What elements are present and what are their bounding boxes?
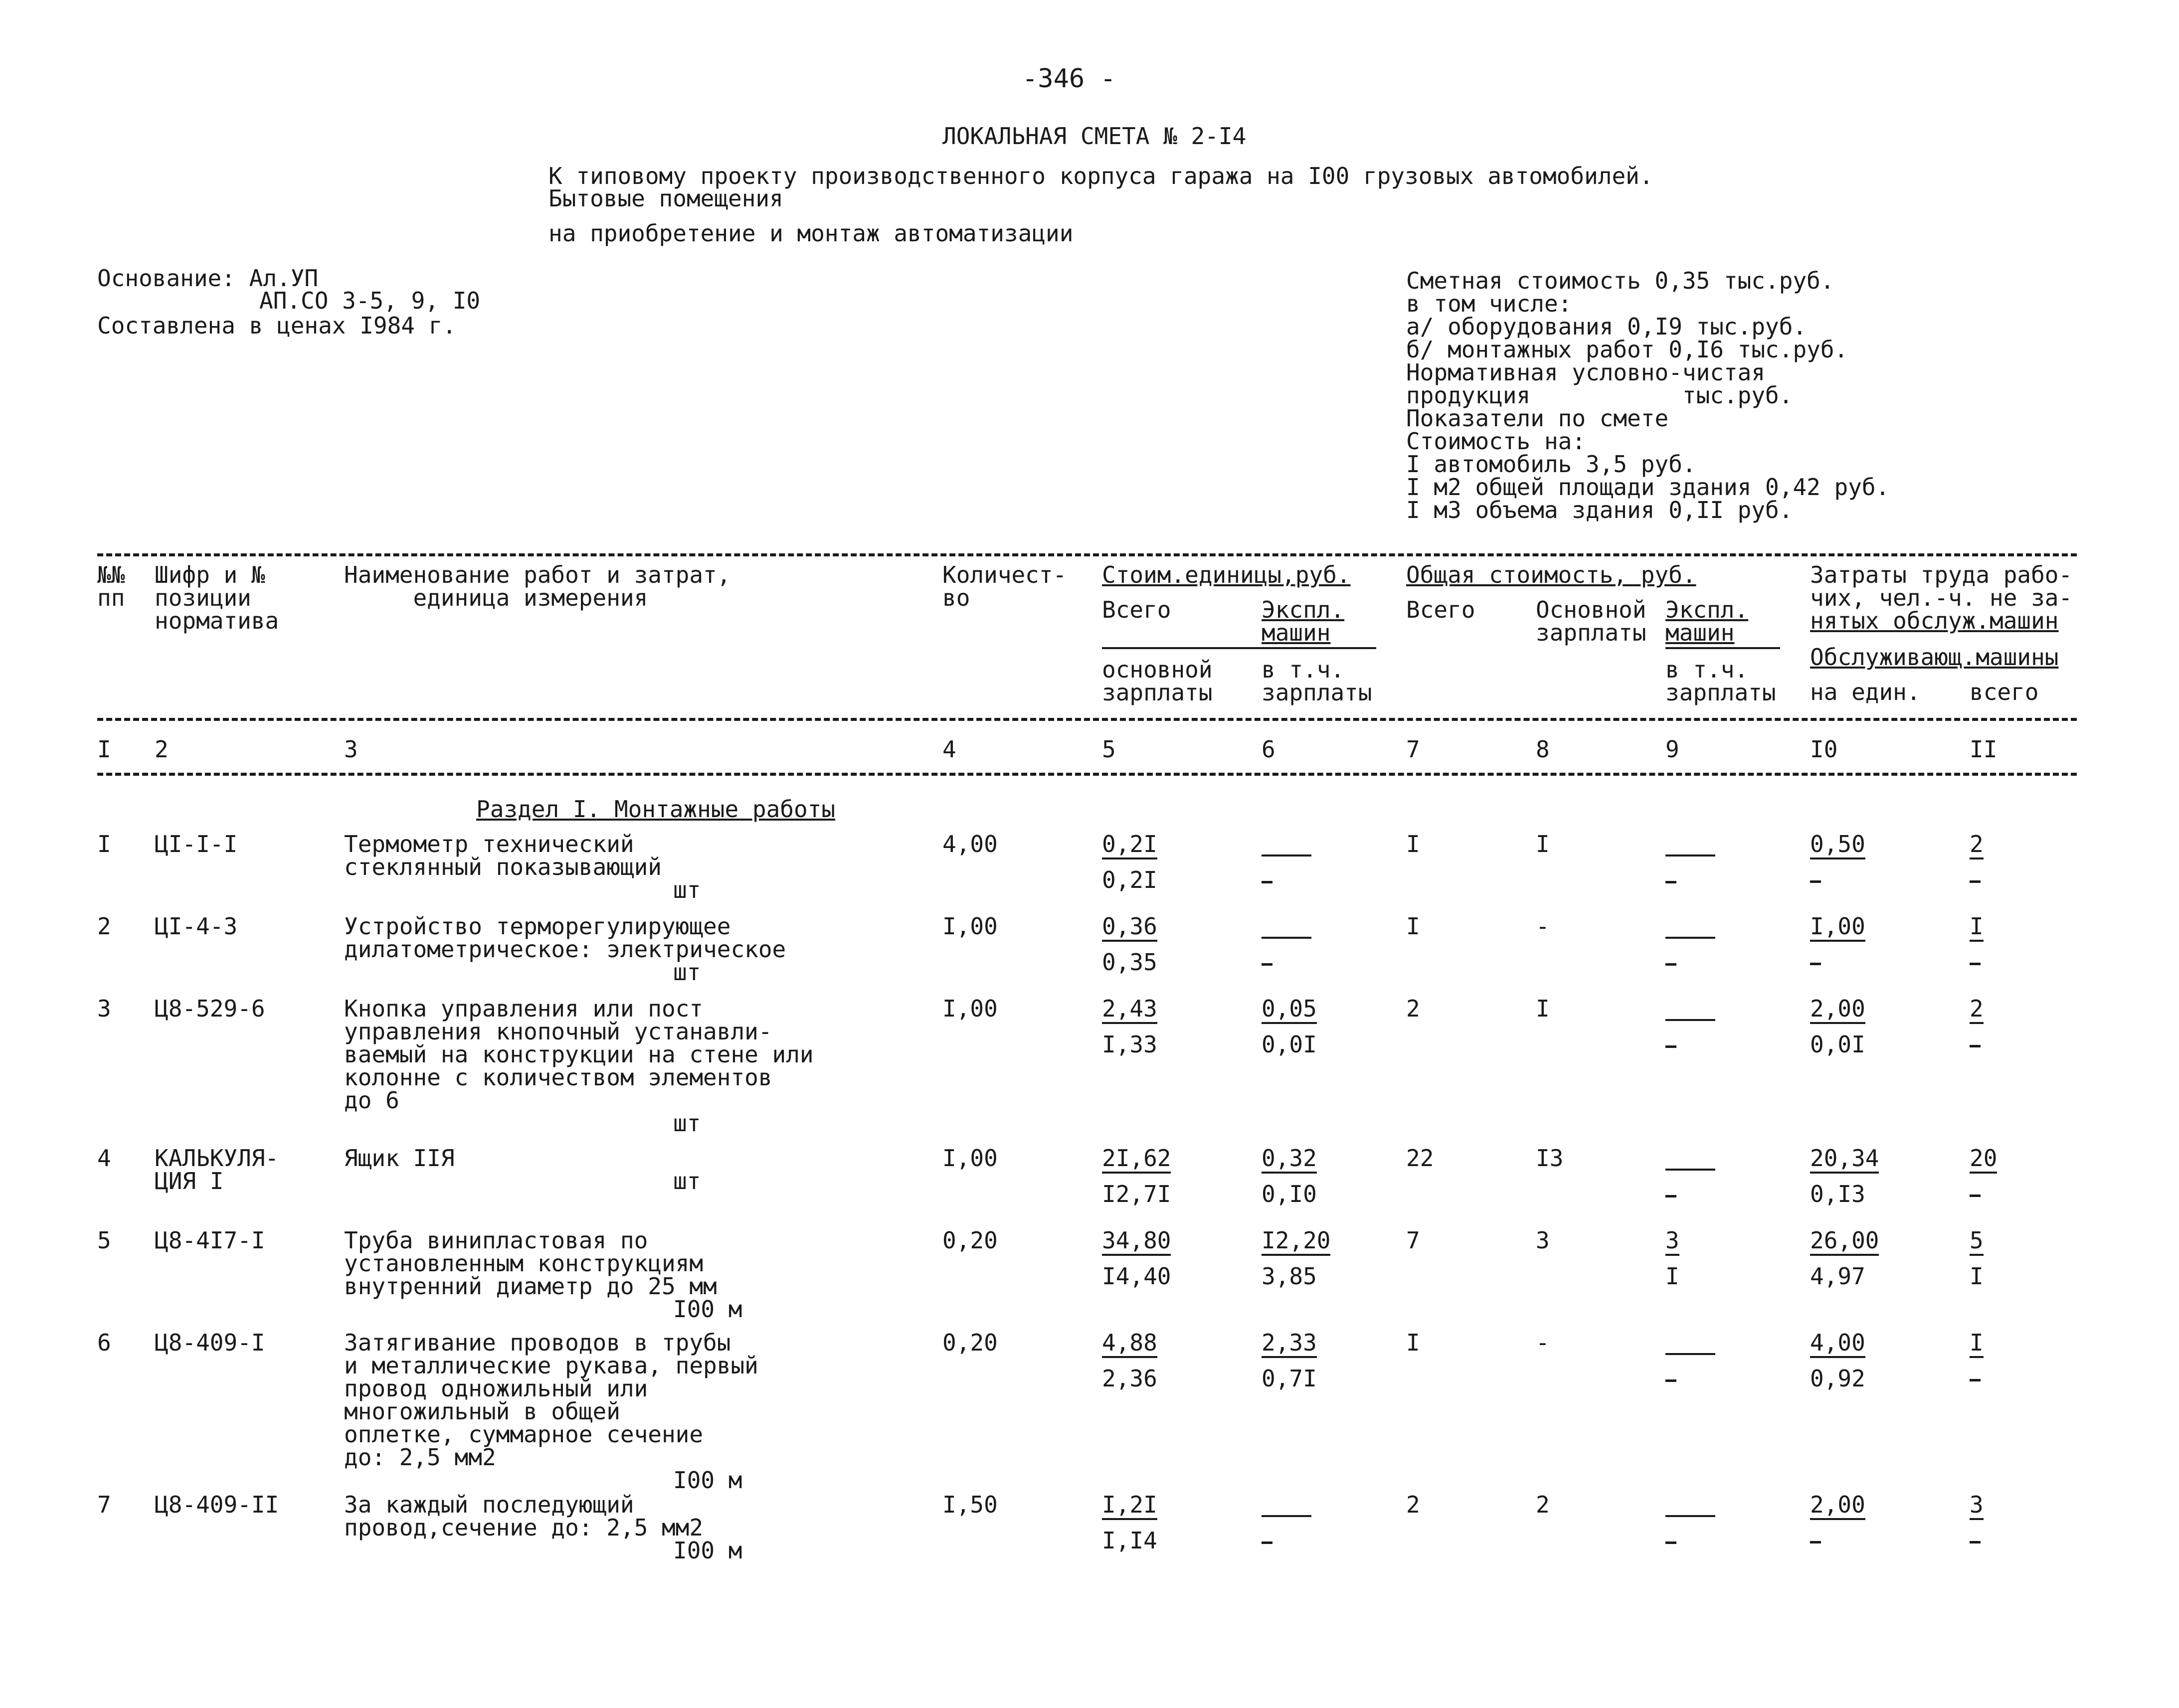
header-unit-total: Всего	[1102, 596, 1171, 623]
header-col-qty: Количест- во	[942, 561, 1067, 611]
summary-line: I автомобиль 3,5 руб.	[1406, 451, 1696, 478]
labor-unit-bottom	[1810, 951, 1865, 974]
total-cost-expl-bottom	[1665, 951, 1715, 974]
total-cost-base: -	[1536, 1329, 1550, 1356]
colnum-8: 8	[1536, 736, 1550, 763]
total-cost-expl	[1665, 1331, 1715, 1390]
labor-unit-top: 2,00	[1810, 1493, 1865, 1520]
total-cost-base: 3	[1536, 1227, 1550, 1254]
labor-unit	[1810, 1147, 1879, 1205]
unit-cost-total-bottom: 2,36	[1102, 1365, 1157, 1392]
unit-cost-expl	[1262, 997, 1317, 1056]
labor-unit	[1810, 1493, 1865, 1552]
labor-unit-bottom: 0,92	[1810, 1365, 1865, 1392]
unit-cost-expl	[1262, 1493, 1311, 1552]
total-cost-expl-bottom: I	[1665, 1263, 1679, 1290]
row-qty: I,50	[942, 1491, 998, 1518]
row-unit: шт	[673, 1110, 701, 1137]
unit-cost-expl-bottom	[1262, 869, 1311, 892]
document-title: ЛОКАЛЬНАЯ СМЕТА № 2-I4	[942, 123, 1247, 150]
row-code: Ц8-4I7-I	[155, 1227, 265, 1254]
summary-line: I м2 общей площади здания 0,42 руб.	[1406, 474, 1890, 501]
total-cost-all: 2	[1406, 995, 1420, 1022]
labor-all	[1970, 1147, 1997, 1205]
labor-unit-top: 20,34	[1810, 1147, 1879, 1174]
labor-unit-top: 2,00	[1810, 997, 1865, 1024]
labor-unit	[1810, 915, 1865, 974]
labor-unit-top: I,00	[1810, 915, 1865, 942]
total-cost-expl-bottom	[1665, 1530, 1715, 1552]
row-code: КАЛЬКУЛЯ- ЦИЯ I	[155, 1145, 279, 1195]
labor-unit-bottom	[1810, 1529, 1865, 1552]
unit-cost-expl-top	[1262, 1493, 1311, 1517]
row-number: 5	[97, 1227, 111, 1254]
total-cost-base: I3	[1536, 1145, 1564, 1172]
labor-all-top: I	[1970, 1331, 1984, 1358]
labor-all-top: 20	[1970, 1147, 1997, 1174]
unit-cost-total-top: 0,2I	[1102, 833, 1157, 859]
unit-cost-expl-bottom: 0,7I	[1262, 1365, 1317, 1392]
total-cost-expl	[1665, 915, 1715, 974]
unit-cost-expl	[1262, 833, 1311, 892]
unit-cost-total	[1102, 1331, 1157, 1390]
row-qty: I,00	[942, 913, 998, 940]
total-cost-expl-bottom	[1665, 1367, 1715, 1390]
total-cost-all: 2	[1406, 1491, 1420, 1518]
unit-cost-total-top: 2,43	[1102, 997, 1157, 1024]
total-cost-expl	[1665, 997, 1715, 1056]
header-col-code: Шифр и № позиции норматива	[155, 561, 279, 634]
colnum-10: I0	[1810, 736, 1838, 763]
unit-cost-total-bottom: I4,40	[1102, 1263, 1171, 1290]
summary-line: Нормативная условно-чистая	[1406, 359, 1766, 386]
unit-cost-total-top: 2I,62	[1102, 1147, 1171, 1174]
header-total-expl: Экспл. машин	[1665, 596, 1749, 646]
row-code: Ц8-409-II	[155, 1491, 279, 1518]
colnum-1: I	[97, 736, 111, 763]
header-unit-expl: Экспл. машин	[1262, 596, 1345, 646]
total-cost-expl-top	[1665, 1493, 1715, 1517]
colnum-9: 9	[1665, 736, 1679, 763]
unit-cost-expl-bottom: 3,85	[1262, 1263, 1317, 1290]
header-unit-divider	[1102, 647, 1376, 649]
total-cost-expl-top	[1665, 1147, 1715, 1171]
unit-cost-total	[1102, 833, 1157, 891]
unit-cost-expl-bottom	[1262, 951, 1311, 974]
unit-cost-expl-top: 0,32	[1262, 1147, 1317, 1174]
colnum-5: 5	[1102, 736, 1116, 763]
labor-unit-top: 26,00	[1810, 1229, 1879, 1256]
total-cost-base: I	[1536, 995, 1550, 1022]
row-number: 7	[97, 1491, 111, 1518]
row-code: ЦI-4-3	[155, 913, 238, 940]
unit-cost-expl-top: 2,33	[1262, 1331, 1317, 1358]
unit-cost-total	[1102, 915, 1157, 974]
row-unit: шт	[673, 1168, 701, 1195]
labor-unit	[1810, 997, 1865, 1056]
labor-all	[1970, 997, 1984, 1056]
total-cost-all: I	[1406, 913, 1420, 940]
row-name: Затягивание проводов в трубы и металлические рукава, первый провод одножильный или многожильный в общей оплетке, суммарное сечение до: 2,5 мм2	[344, 1329, 758, 1471]
colnum-4: 4	[942, 736, 956, 763]
row-name: Ящик IIЯ	[344, 1145, 455, 1172]
labor-all-top: 5	[1970, 1229, 1984, 1256]
total-cost-expl-top	[1665, 997, 1715, 1021]
labor-unit-top: 4,00	[1810, 1331, 1865, 1358]
header-unit-cost: Стоим.единицы,руб.	[1102, 561, 1351, 588]
labor-all	[1970, 833, 1984, 891]
unit-cost-total-bottom: I2,7I	[1102, 1181, 1171, 1207]
total-cost-expl-bottom	[1665, 1183, 1715, 1206]
total-cost-expl	[1665, 1493, 1715, 1552]
colnum-11: II	[1970, 736, 1997, 763]
labor-all-bottom	[1970, 1529, 1984, 1552]
labor-unit-top: 0,50	[1810, 833, 1865, 859]
header-labor: Затраты труда рабо- чих, чел.-ч. не за-	[1810, 561, 2073, 611]
unit-cost-total-bottom: I,33	[1102, 1031, 1157, 1058]
subtitle-line-2: Бытовые помещения	[548, 185, 783, 212]
basis-line-2: АП.СО 3-5, 9, I0	[259, 287, 481, 314]
unit-cost-expl-top: 0,05	[1262, 997, 1317, 1024]
unit-cost-expl-bottom	[1262, 1530, 1311, 1552]
row-qty: 0,20	[942, 1329, 998, 1356]
total-cost-expl-top	[1665, 915, 1715, 939]
total-cost-base: I	[1536, 831, 1550, 857]
header-unit-incl: в т.ч. зарплаты	[1262, 656, 1372, 706]
row-unit: I00 м	[673, 1296, 742, 1323]
total-cost-expl-bottom	[1665, 1033, 1715, 1056]
row-number: I	[97, 831, 111, 857]
total-cost-all: I	[1406, 831, 1420, 857]
unit-cost-expl	[1262, 1331, 1317, 1390]
labor-all	[1970, 915, 1984, 974]
header-total-cost: Общая стоимость, руб.	[1406, 561, 1696, 588]
unit-cost-expl-top	[1262, 915, 1311, 939]
total-cost-all: I	[1406, 1329, 1420, 1356]
header-col-name: Наименование работ и затрат, единица измерения	[344, 561, 731, 611]
colnum-3: 3	[344, 736, 358, 763]
row-number: 3	[97, 995, 111, 1022]
labor-all-bottom: I	[1970, 1263, 1984, 1290]
labor-all-top: I	[1970, 915, 1984, 942]
header-labor-serv: Обслуживающ.машины	[1810, 644, 2059, 671]
row-code: ЦI-I-I	[155, 831, 238, 857]
row-name: Кнопка управления или пост управления кнопочный устанавли- ваемый на конструкции на стене или колонне с количеством элементов до 6	[344, 995, 814, 1114]
total-cost-expl-top: 3	[1665, 1229, 1679, 1256]
colnum-2: 2	[155, 736, 169, 763]
row-number: 2	[97, 913, 111, 940]
labor-unit-bottom: 0,0I	[1810, 1031, 1865, 1058]
unit-cost-expl-bottom: 0,I0	[1262, 1181, 1317, 1207]
labor-all-bottom	[1970, 868, 1984, 891]
unit-cost-total-bottom: 0,2I	[1102, 866, 1157, 893]
total-cost-expl	[1665, 833, 1715, 892]
labor-unit	[1810, 1331, 1865, 1390]
total-cost-expl	[1665, 1147, 1715, 1206]
subtitle-line-3: на приобретение и монтаж автоматизации	[548, 220, 1074, 247]
labor-all	[1970, 1331, 1984, 1390]
unit-cost-expl	[1262, 1229, 1330, 1288]
total-cost-base: 2	[1536, 1491, 1550, 1518]
row-number: 4	[97, 1145, 111, 1172]
header-total-base: Основной зарплаты	[1536, 596, 1646, 646]
unit-cost-expl	[1262, 915, 1311, 974]
subtitle-line-1: К типовому проекту производственного корпуса гаража на I00 грузовых автомобилей.	[548, 163, 1653, 189]
header-bottom-rule	[97, 718, 2077, 721]
header-top-rule	[97, 553, 2077, 556]
colnum-7: 7	[1406, 736, 1420, 763]
row-name: За каждый последующий провод,сечение до: 2,5 мм2	[344, 1491, 704, 1541]
row-name: Термометр технический стеклянный показывающий	[344, 831, 662, 880]
row-qty: 4,00	[942, 831, 998, 857]
row-number: 6	[97, 1329, 111, 1356]
row-name: Устройство терморегулирующее дилатометрическое: электрическое	[344, 913, 786, 963]
summary-line: продукция тыс.руб.	[1406, 382, 1793, 409]
labor-all-bottom	[1970, 1033, 1984, 1056]
page-number: -346 -	[1022, 64, 1116, 94]
colnum-rule	[97, 773, 2077, 776]
summary-line: Стоимость на:	[1406, 428, 1586, 455]
labor-all	[1970, 1229, 1984, 1288]
header-total-divider	[1665, 647, 1780, 649]
total-cost-expl	[1665, 1229, 1679, 1288]
summary-line: б/ монтажных работ 0,I6 тыс.руб.	[1406, 336, 1848, 363]
labor-unit-bottom	[1810, 868, 1865, 891]
labor-all-top: 2	[1970, 833, 1984, 859]
summary-line: I м3 объема здания 0,II руб.	[1406, 497, 1793, 523]
header-unit-base: основной зарплаты	[1102, 656, 1213, 706]
basis-line-1: Основание: Ал.УП	[97, 265, 319, 292]
labor-all-bottom	[1970, 951, 1984, 974]
labor-all-bottom	[1970, 1367, 1984, 1390]
header-col-number: №№ пп	[97, 561, 125, 611]
row-code: Ц8-529-6	[155, 995, 265, 1022]
labor-unit-bottom: 4,97	[1810, 1263, 1865, 1290]
total-cost-expl-bottom	[1665, 869, 1715, 892]
unit-cost-total-top: 4,88	[1102, 1331, 1157, 1358]
unit-cost-total	[1102, 1147, 1171, 1205]
total-cost-all: 22	[1406, 1145, 1434, 1172]
unit-cost-total	[1102, 997, 1157, 1056]
unit-cost-expl-top	[1262, 833, 1311, 856]
header-labor-unit: на един.	[1810, 679, 1921, 705]
unit-cost-total-bottom: I,I4	[1102, 1527, 1157, 1554]
basis-line-3: Составлена в ценах I984 г.	[97, 312, 457, 339]
total-cost-expl-top	[1665, 833, 1715, 856]
row-qty: 0,20	[942, 1227, 998, 1254]
total-cost-all: 7	[1406, 1227, 1420, 1254]
unit-cost-total-top: 0,36	[1102, 915, 1157, 942]
summary-line: в том числе:	[1406, 290, 1572, 317]
summary-block	[1406, 269, 1889, 521]
labor-all-top: 3	[1970, 1493, 1984, 1520]
labor-all	[1970, 1493, 1984, 1552]
row-qty: I,00	[942, 1145, 998, 1172]
total-cost-expl-top	[1665, 1331, 1715, 1355]
header-total-all: Всего	[1406, 596, 1475, 623]
header-labor-all: всего	[1970, 679, 2039, 705]
total-cost-base: -	[1536, 913, 1550, 940]
unit-cost-expl	[1262, 1147, 1317, 1205]
labor-unit	[1810, 1229, 1879, 1288]
row-code: Ц8-409-I	[155, 1329, 265, 1356]
row-name: Труба винипластовая по установленным конструкциям внутренний диаметр до 25 мм	[344, 1227, 717, 1300]
row-unit: шт	[673, 959, 701, 986]
unit-cost-total-top: 34,80	[1102, 1229, 1171, 1256]
row-unit: шт	[673, 876, 701, 903]
header-total-incl: в т.ч. зарплаты	[1665, 656, 1776, 706]
colnum-6: 6	[1262, 736, 1275, 763]
unit-cost-total-top: I,2I	[1102, 1493, 1157, 1520]
labor-all-top: 2	[1970, 997, 1984, 1024]
summary-line: Показатели по смете	[1406, 405, 1669, 432]
section-title: Раздел I. Монтажные работы	[476, 796, 836, 823]
unit-cost-expl-bottom: 0,0I	[1262, 1031, 1317, 1058]
labor-all-bottom	[1970, 1183, 1997, 1205]
summary-line: Сметная стоимость 0,35 тыс.руб.	[1406, 267, 1834, 294]
labor-unit	[1810, 833, 1865, 891]
unit-cost-total	[1102, 1493, 1157, 1552]
labor-unit-bottom: 0,I3	[1810, 1181, 1865, 1207]
row-qty: I,00	[942, 995, 998, 1022]
summary-line: а/ оборудования 0,I9 тыс.руб.	[1406, 313, 1807, 340]
row-unit: I00 м	[673, 1537, 742, 1564]
unit-cost-expl-top: I2,20	[1262, 1229, 1330, 1256]
header-labor-unoccupied: нятых обслуж.машин	[1810, 607, 2059, 634]
unit-cost-total-bottom: 0,35	[1102, 949, 1157, 976]
row-unit: I00 м	[673, 1467, 742, 1494]
unit-cost-total	[1102, 1229, 1171, 1288]
